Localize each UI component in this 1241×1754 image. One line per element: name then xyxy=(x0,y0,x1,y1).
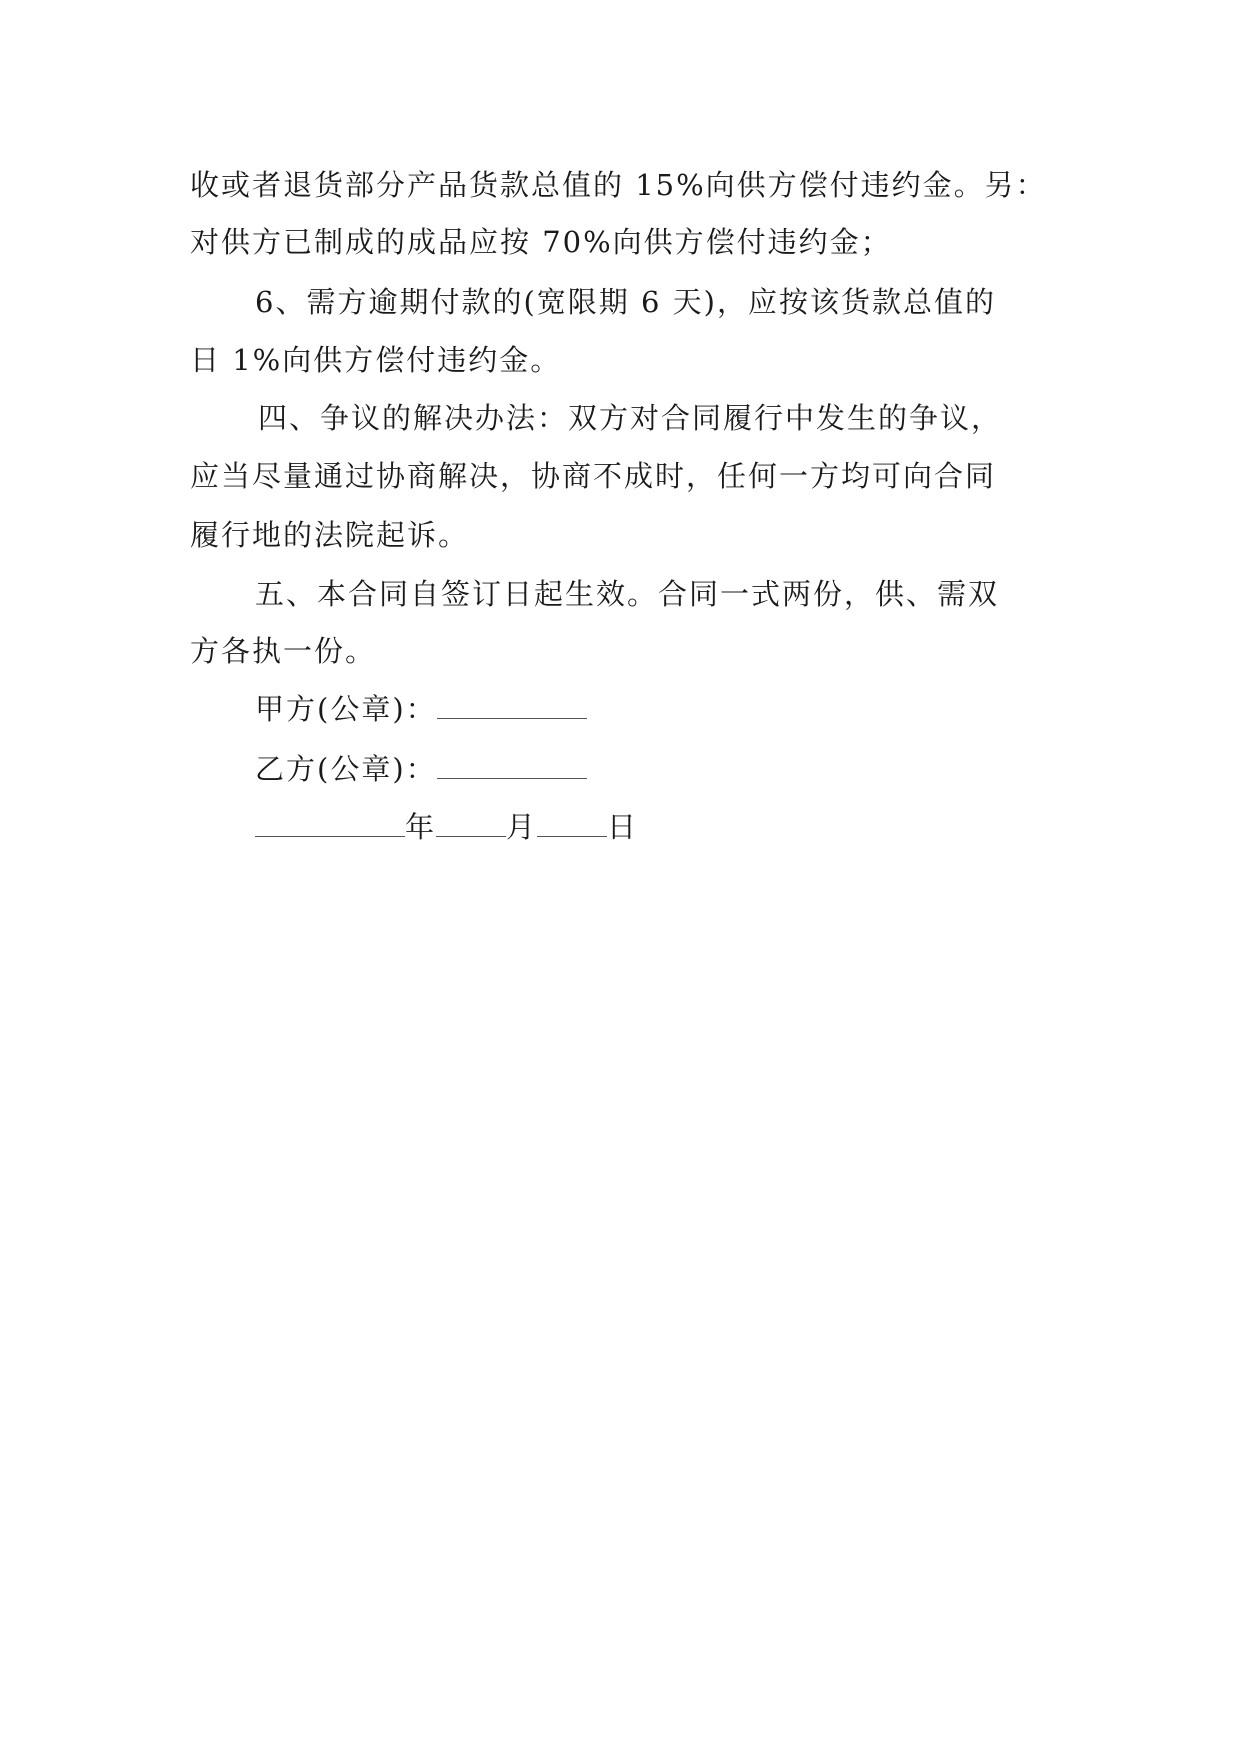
paragraph-line: 五、本合同自签订日起生效。合同一式两份，供、需双 xyxy=(255,577,1000,611)
party-a-signature xyxy=(255,689,587,729)
month-blank[interactable] xyxy=(436,810,506,837)
party-b-label: 乙方(公章)： xyxy=(255,752,437,786)
paragraph-line: 履行地的法院起诉。 xyxy=(190,518,470,552)
party-a-blank[interactable] xyxy=(437,692,587,719)
party-b-blank[interactable] xyxy=(437,752,587,779)
day-blank[interactable] xyxy=(537,810,607,837)
paragraph-line: 应当尽量通过协商解决，协商不成时，任何一方均可向合同 xyxy=(190,459,997,493)
paragraph-line: 四、争议的解决办法：双方对合同履行中发生的争议， xyxy=(258,401,1003,435)
date-line xyxy=(255,807,638,847)
year-blank[interactable] xyxy=(255,810,405,837)
month-label: 月 xyxy=(506,810,538,844)
paragraph-line: 日 1%向供方偿付违约金。 xyxy=(190,343,562,377)
party-b-signature xyxy=(255,749,587,789)
party-a-label: 甲方(公章)： xyxy=(255,692,437,726)
year-label: 年 xyxy=(405,810,437,844)
paragraph-line: 收或者退货部分产品货款总值的 15%向供方偿付违约金。另： xyxy=(190,168,1047,202)
paragraph-line: 对供方已制成的成品应按 70%向供方偿付违约金； xyxy=(190,225,892,259)
day-label: 日 xyxy=(607,810,639,844)
paragraph-line: 6、需方逾期付款的(宽限期 6 天)，应按该货款总值的 xyxy=(255,285,996,319)
paragraph-line: 方各执一份。 xyxy=(190,634,377,668)
